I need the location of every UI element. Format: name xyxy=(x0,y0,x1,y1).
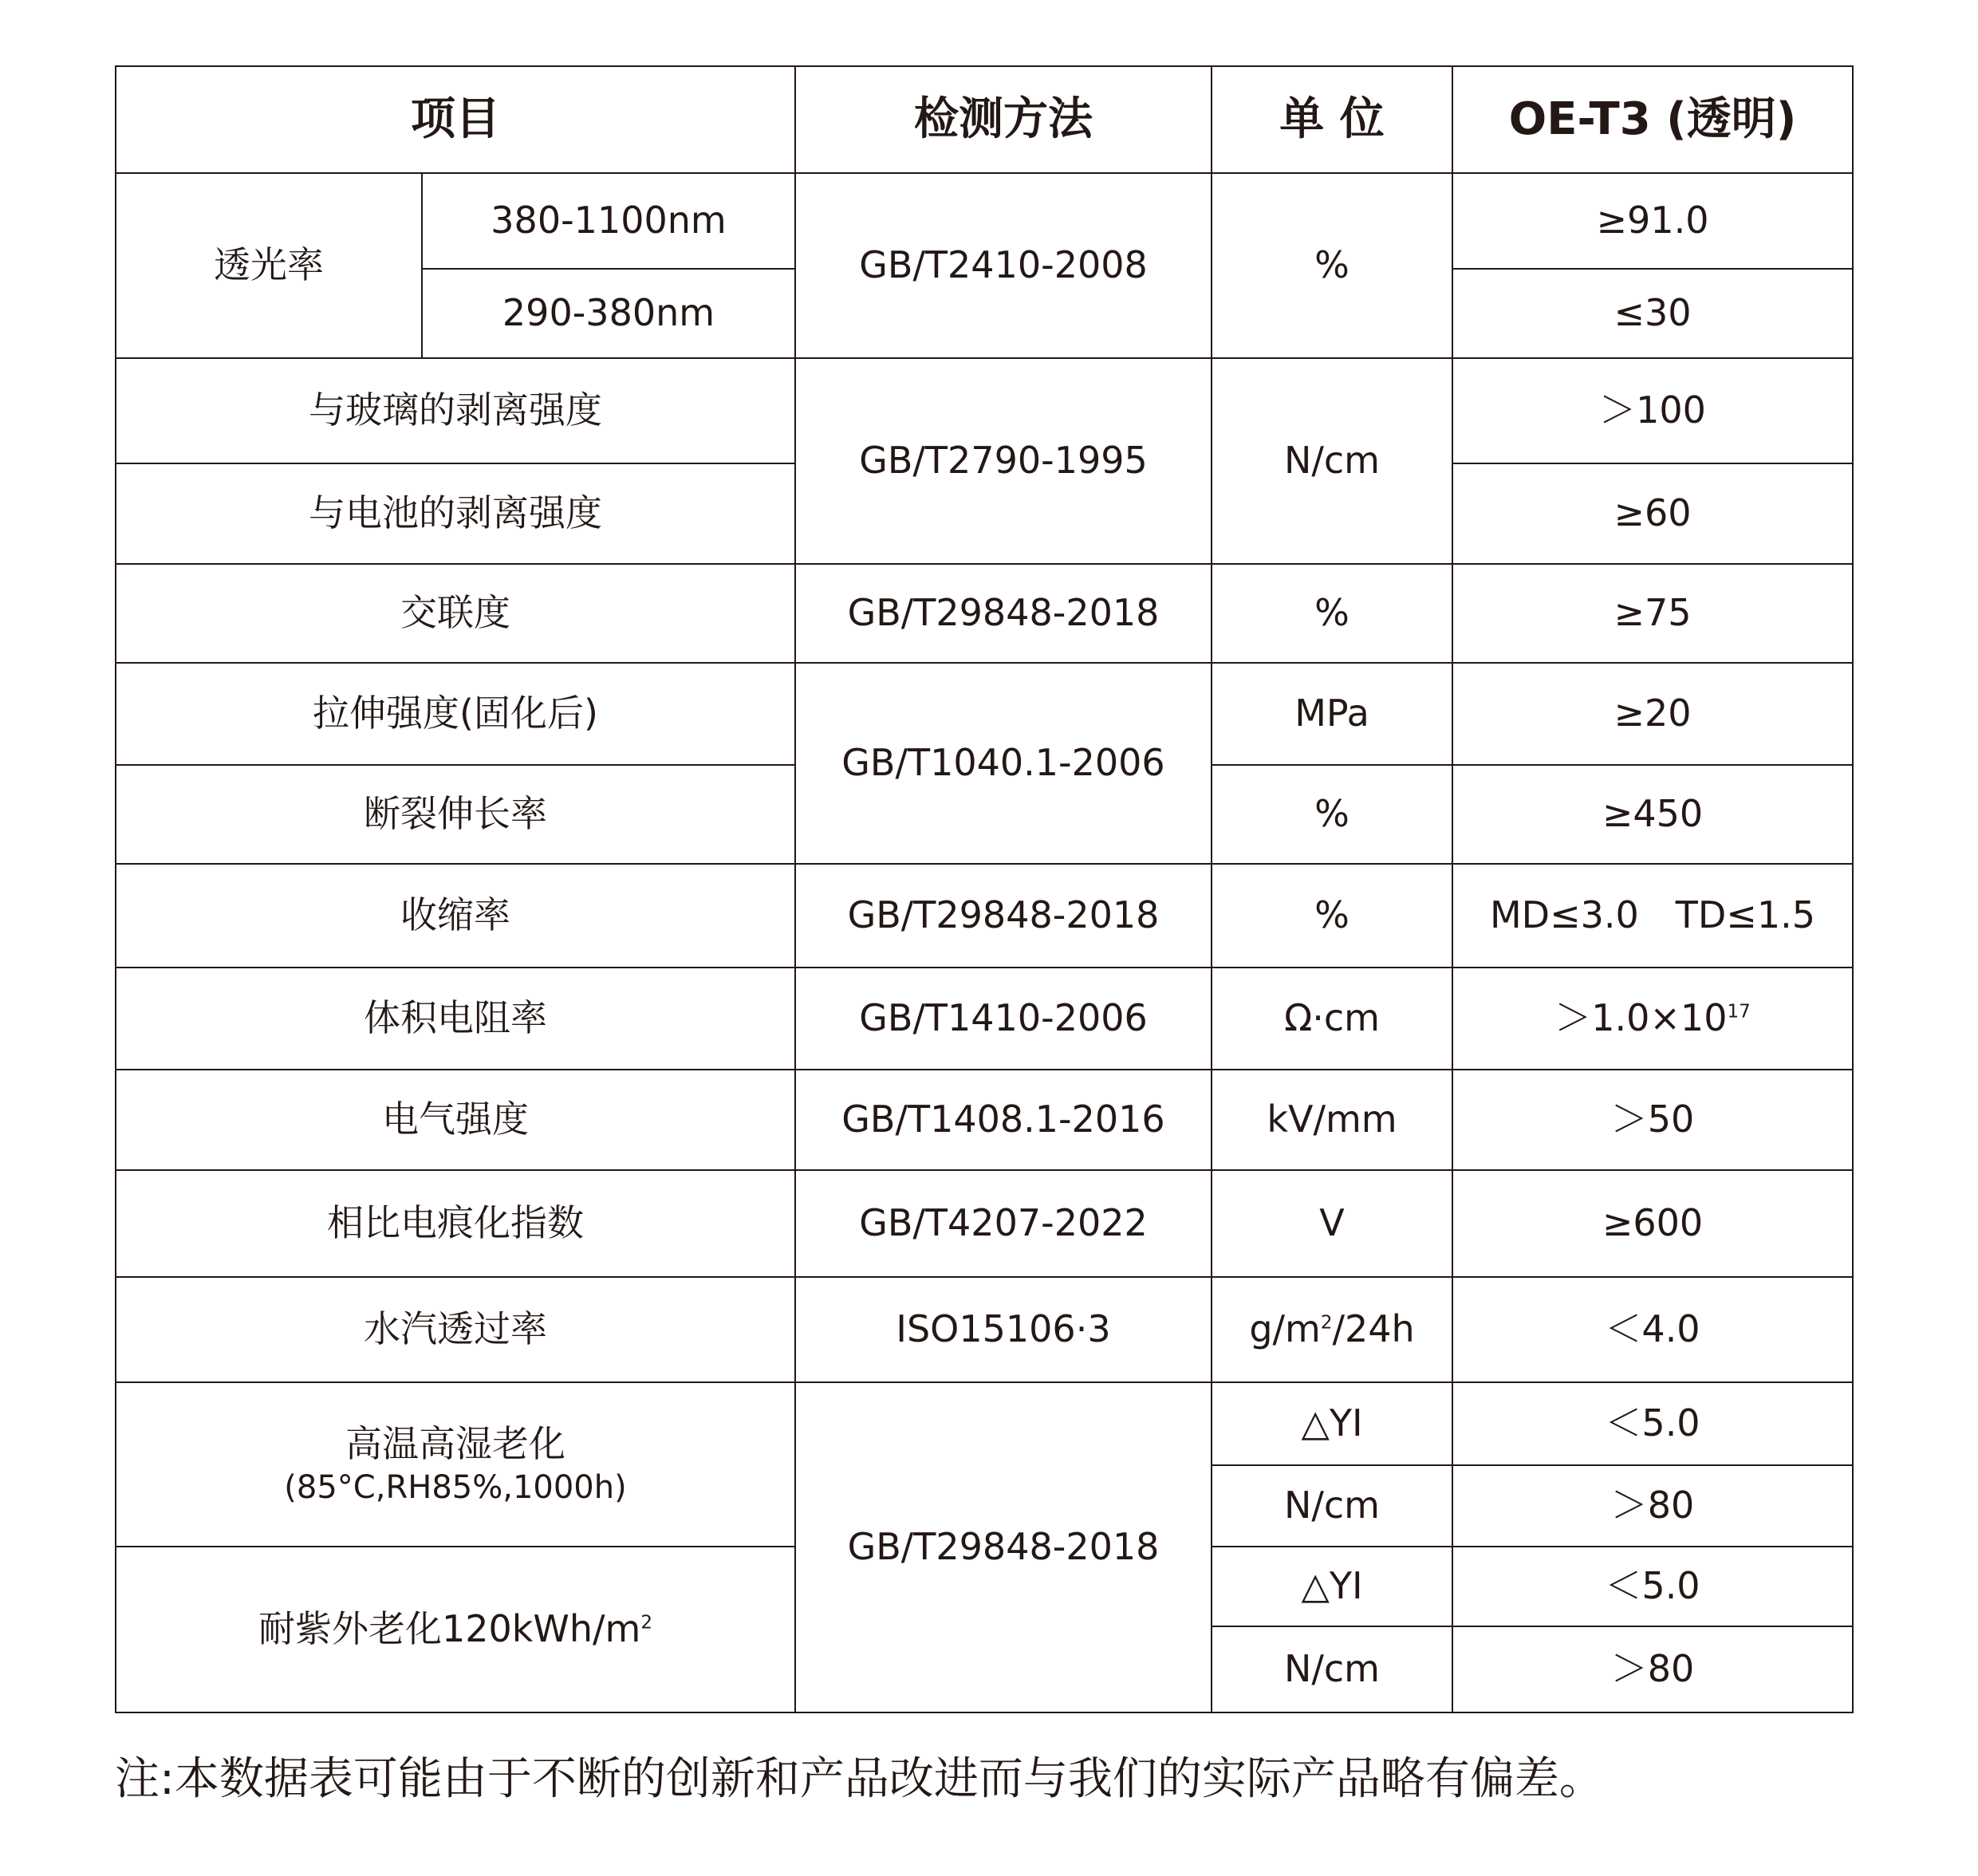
crosslink-value: ≥75 xyxy=(1452,564,1853,663)
table-row xyxy=(116,968,1853,1070)
wvtr-unit-post: /24h xyxy=(1332,1307,1415,1351)
dielectric-unit: kV/mm xyxy=(1212,1070,1452,1170)
shrinkage-label: 收缩率 xyxy=(116,864,795,968)
uv-aging-unit-2: N/cm xyxy=(1212,1626,1452,1712)
resistivity-method: GB/T1410-2006 xyxy=(795,968,1212,1070)
cti-label: 相比电痕化指数 xyxy=(116,1170,795,1277)
wvtr-label: 水汽透过率 xyxy=(116,1277,795,1382)
cti-unit: V xyxy=(1212,1170,1452,1277)
peel-cell-value: ≥60 xyxy=(1452,463,1853,564)
uv-aging-value-2: ＞80 xyxy=(1452,1626,1853,1712)
table-row xyxy=(116,663,1853,765)
resistivity-value xyxy=(1452,968,1853,1070)
transmittance-value-2: ≤30 xyxy=(1452,269,1853,358)
table-row xyxy=(116,358,1853,463)
cti-value: ≥600 xyxy=(1452,1170,1853,1277)
damp-heat-value-1: ＜5.0 xyxy=(1452,1382,1853,1465)
wvtr-unit xyxy=(1212,1277,1452,1382)
peel-unit: N/cm xyxy=(1212,358,1452,564)
uv-aging-unit-1: △YI xyxy=(1212,1547,1452,1626)
table-row xyxy=(116,864,1853,968)
table-row xyxy=(116,1382,1853,1465)
mech-method: GB/T1040.1-2006 xyxy=(795,663,1212,864)
shrinkage-value: MD≤3.0 TD≤1.5 xyxy=(1452,864,1853,968)
transmittance-unit: % xyxy=(1212,173,1452,358)
table-row xyxy=(116,1070,1853,1170)
transmittance-method: GB/T2410-2008 xyxy=(795,173,1212,358)
crosslink-method: GB/T29848-2018 xyxy=(795,564,1212,663)
crosslink-unit: % xyxy=(1212,564,1452,663)
resistivity-label: 体积电阻率 xyxy=(116,968,795,1070)
tensile-unit: MPa xyxy=(1212,663,1452,765)
wvtr-method: ISO15106·3 xyxy=(795,1277,1212,1382)
header-item: 项目 xyxy=(116,66,795,173)
transmittance-band-1: 380-1100nm xyxy=(422,173,795,269)
dielectric-method: GB/T1408.1-2016 xyxy=(795,1070,1212,1170)
peel-cell-label: 与电池的剥离强度 xyxy=(116,463,795,564)
table-row xyxy=(116,564,1853,663)
uv-aging-label-exponent: 2 xyxy=(640,1612,653,1634)
damp-heat-title: 高温高湿老化 xyxy=(345,1422,565,1466)
table-row xyxy=(116,173,1853,269)
header-unit: 单 位 xyxy=(1212,66,1452,173)
aging-method: GB/T29848-2018 xyxy=(795,1382,1212,1712)
tensile-label: 拉伸强度(固化后) xyxy=(116,663,795,765)
wvtr-unit-pre: g/m xyxy=(1249,1307,1321,1351)
footnote: 注:本数据表可能由于不断的创新和产品改进而与我们的实际产品略有偏差。 xyxy=(115,1753,1604,1805)
tensile-value: ≥20 xyxy=(1452,663,1853,765)
resistivity-value-exponent: 17 xyxy=(1727,1001,1751,1023)
table-row xyxy=(116,1170,1853,1277)
uv-aging-label xyxy=(116,1547,795,1712)
crosslink-label: 交联度 xyxy=(116,564,795,663)
dielectric-label: 电气强度 xyxy=(116,1070,795,1170)
uv-aging-value-1: ＜5.0 xyxy=(1452,1547,1853,1626)
damp-heat-label xyxy=(116,1382,795,1547)
wvtr-unit-exponent: 2 xyxy=(1320,1312,1333,1334)
damp-heat-unit-1: △YI xyxy=(1212,1382,1452,1465)
transmittance-band-2: 290-380nm xyxy=(422,269,795,358)
header-row xyxy=(116,66,1853,173)
uv-aging-label-text: 耐紫外老化120kWh/m xyxy=(258,1607,641,1651)
cti-method: GB/T4207-2022 xyxy=(795,1170,1212,1277)
resistivity-value-base: ＞1.0×10 xyxy=(1554,996,1728,1040)
peel-glass-label: 与玻璃的剥离强度 xyxy=(116,358,795,463)
resistivity-unit: Ω·cm xyxy=(1212,968,1452,1070)
elongation-label: 断裂伸长率 xyxy=(116,765,795,864)
elongation-unit: % xyxy=(1212,765,1452,864)
shrinkage-method: GB/T29848-2018 xyxy=(795,864,1212,968)
wvtr-value: ＜4.0 xyxy=(1452,1277,1853,1382)
elongation-value: ≥450 xyxy=(1452,765,1853,864)
header-method: 检测方法 xyxy=(795,66,1212,173)
spec-table xyxy=(115,65,1854,1713)
peel-glass-value: ＞100 xyxy=(1452,358,1853,463)
shrinkage-unit: % xyxy=(1212,864,1452,968)
table-row xyxy=(116,1277,1853,1382)
dielectric-value: ＞50 xyxy=(1452,1070,1853,1170)
damp-heat-unit-2: N/cm xyxy=(1212,1465,1452,1547)
peel-method: GB/T2790-1995 xyxy=(795,358,1212,564)
header-product: OE-T3 (透明) xyxy=(1452,66,1853,173)
transmittance-value-1: ≥91.0 xyxy=(1452,173,1853,269)
damp-heat-condition: (85°C,RH85%,1000h) xyxy=(284,1468,627,1506)
transmittance-label: 透光率 xyxy=(116,173,422,358)
damp-heat-value-2: ＞80 xyxy=(1452,1465,1853,1547)
